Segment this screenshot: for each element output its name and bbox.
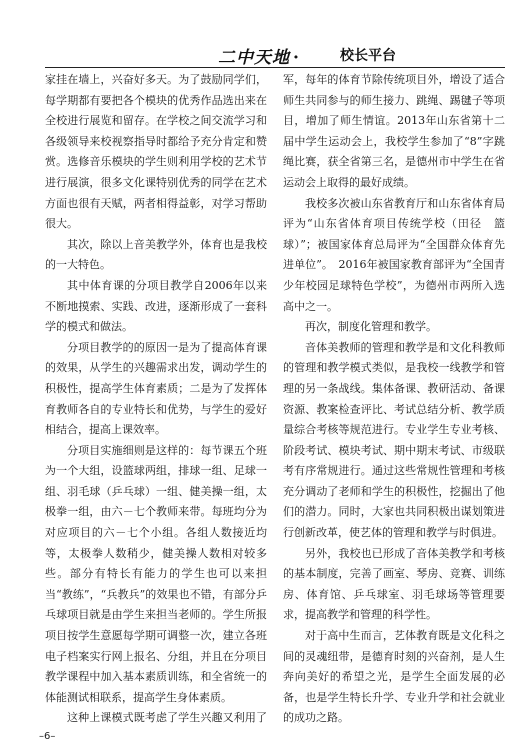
paragraph: 军，每年的体育节除传统项目外，增设了适合师生共同参与的师生接力、跳绳、踢毽子等项目，增加了师生情谊。2013年山东省第十二届中学生运动会上，我校学生参加了“8”字跳绳比赛，获全省第三名，是德州市中学生在省运动会上取得的最好成绩。	[283, 73, 505, 189]
page-number: –6–	[39, 731, 56, 742]
page-header	[0, 0, 532, 68]
masthead-logo	[218, 43, 303, 68]
paragraph: 我校多次被山东省教育厅和山东省体育局评为“山东省体育项目传统学校（田径 篮球）”；被国家体育总局评为“全国群众体育先进单位”。 2016年被国家教育部评为“全国青少年校园足球特色学校”，为德州市两所入选高中之一。	[283, 196, 505, 313]
article-body	[45, 70, 505, 725]
paragraph: 分项目实施细则是这样的：每节课五个班为一个大组，设篮球两组，排球一组、足球一组、羽毛球（乒乓球）一组、健美操一组，太极拳一组，由六－七个教师来带。每班均分为对应项目的六－七个小组。各组人数接近均等，太极拳人数稍少，健美操人数相对较多些。部分有特长有能力的学生也可以来担当“教练”，“兵教兵”的效果也不错，有部分乒乓球项目就是由学生来担当老师的。学生所报项目按学生意愿每学期可调整一次，建立各班电子档案实行网上报名、分组，并且在分项目教学课程中加入基本素质训练，和全省统一的体能测试相联系，提高学生身体素质。	[45, 443, 267, 704]
paragraph: 其中体育课的分项目教学自2006年以来不断地摸索、实践、改进，逐渐形成了一套科学的模式和做法。	[45, 278, 267, 334]
paragraph: 再次，制度化管理和教学。	[305, 320, 437, 334]
header-rule	[45, 67, 505, 68]
left-column	[45, 70, 267, 725]
paragraph: 另外，我校也已形成了音体美教学和考核的基本制度，完善了画室、琴房、竞赛、训练房、体育馆、乒乓球室、羽毛球场等管理要求，提高教学和管理的科学性。	[283, 546, 505, 622]
section-title: 校长平台	[340, 48, 396, 64]
paragraph: 分项目教学的的原因一是为了提高体育课的效果，从学生的兴趣需求出发，调动学生的积极性，提高学生体育素质；二是为了发挥体育教师各自的专业特长和优势，与学生的爱好相结合，提高上课效率。	[45, 340, 267, 437]
paragraph: 音体美教师的管理和教学是和文化科教师的管理和教学模式类似，是我校一线教学和管理的另一条战线。集体备课、教研活动、备课资源、教案检查评比、考试总结分析、教学质量综合考核等规范进行。专业学生专业考核、阶段考试、模块考试、期中期末考试、市级联考有序常规进行。通过这些常规性管理和考核充分调动了老师和学生的积极性，挖掘出了他们的潜力。同时，大家也共同积极出谋划策进行创新改革，使艺体的管理和教学与时俱进。	[283, 340, 505, 540]
paragraph: 对于高中生而言，艺体教育既是文化科之间的灵魂纽带，是德育时刻的兴奋剂，是人生奔向美好的希望之光，是学生全面发展的必备，也是学生特长升学、专业升学和社会就业的成功之路。	[283, 629, 505, 725]
paragraph: 家挂在墙上，兴奋好多天。为了鼓励同学们，每学期都有要把各个模块的优秀作品选出来在全校进行展览和留存。在学校之间交流学习和各级领导来校视察指导时都给予充分肯定和赞赏。选修音乐模块的学生则利用学校的艺术节进行展演，很多文化课特别优秀的同学在艺术方面也很有天赋，两者相得益彰，对学习帮助很大。	[45, 73, 267, 231]
paragraph: 这种上课模式既考虑了学生兴趣又利用了	[67, 711, 267, 725]
masthead-separator: ·	[293, 48, 300, 68]
right-column	[283, 70, 505, 725]
masthead-title: 二中天地	[218, 48, 290, 68]
paragraph: 其次，除以上音美教学外，体育也是我校的一大特色。	[45, 237, 267, 272]
